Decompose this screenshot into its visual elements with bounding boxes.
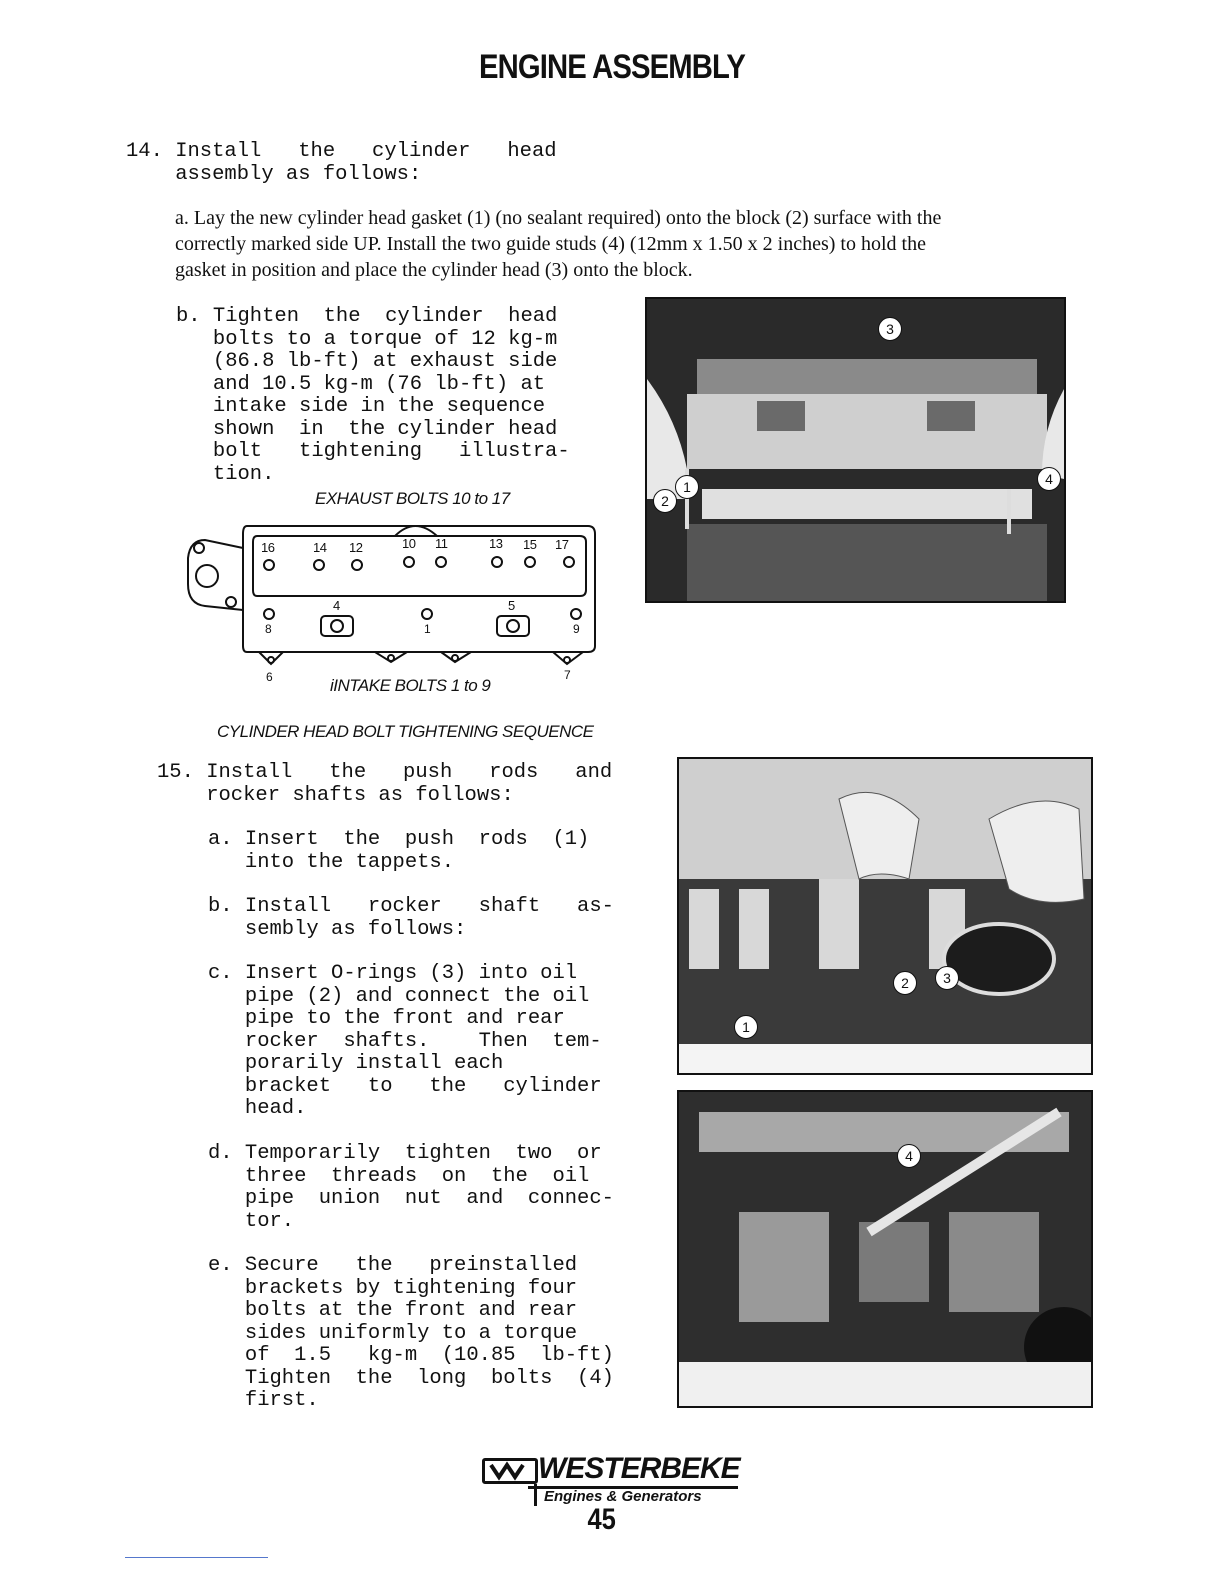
diagram-caption: CYLINDER HEAD BOLT TIGHTENING SEQUENCE bbox=[217, 722, 594, 741]
page-number: 45 bbox=[587, 1503, 616, 1536]
callout-4: 4 bbox=[1037, 467, 1061, 491]
step-15-heading: 15. Install the push rods and rocker shafts as follows: bbox=[157, 761, 613, 807]
logo-emblem-icon bbox=[482, 1458, 538, 1484]
cylinder-head-outline bbox=[185, 518, 600, 686]
bolt-number: 5 bbox=[508, 598, 515, 613]
step-15a-text: a. Insert the push rods (1) into the tappets. bbox=[208, 828, 590, 874]
callout-3: 3 bbox=[935, 966, 959, 990]
step-15d-text: d. Temporarily tighten two or three threads on the oil pipe union nut and connec- tor. bbox=[208, 1142, 614, 1233]
callout-2: 2 bbox=[653, 489, 677, 513]
bolt-number: 14 bbox=[313, 540, 327, 555]
footer-rule bbox=[125, 1557, 268, 1558]
westerbeke-logo bbox=[482, 1452, 744, 1508]
step-15c-text: c. Insert O-rings (3) into oil pipe (2) and connect the oil pipe to the front and rear rocker shafts. Then tem- porarily install each bracket to the cylinder head. bbox=[208, 962, 602, 1120]
bolt-number: 17 bbox=[555, 537, 569, 552]
engine-photo-illustration bbox=[679, 1092, 1091, 1406]
brand-name: WESTERBEKE bbox=[538, 1452, 740, 1485]
step-15b-text: b. Install rocker shaft as- sembly as follows: bbox=[208, 895, 614, 941]
callout-4: 4 bbox=[897, 1144, 921, 1168]
rocker-shaft-photo bbox=[677, 1090, 1093, 1408]
step-14b-text: b. Tighten the cylinder head bolts to a torque of 12 kg-m (86.8 lb-ft) at exhaust side and 10.5 kg-m (76 lb-ft) at intake side in the sequence shown in the cylinder head bolt tightening illustra- tion. bbox=[176, 305, 570, 486]
step-14-heading: 14. Install the cylinder head assembly as follows: bbox=[126, 140, 557, 186]
callout-3: 3 bbox=[878, 317, 902, 341]
bolt-number: 16 bbox=[261, 540, 275, 555]
bolt-number: 6 bbox=[266, 670, 273, 684]
bolt-number: 9 bbox=[573, 622, 580, 636]
bolt-number: 7 bbox=[564, 668, 571, 682]
engine-photo-illustration bbox=[647, 299, 1064, 601]
callout-1: 1 bbox=[675, 475, 699, 499]
bolt-number: 10 bbox=[402, 536, 416, 551]
bolt-number: 1 bbox=[424, 622, 431, 636]
bolt-number: 8 bbox=[265, 622, 272, 636]
push-rod-photo bbox=[677, 757, 1093, 1075]
exhaust-bolts-label: EXHAUST BOLTS 10 to 17 bbox=[315, 489, 510, 508]
bolt-number: 4 bbox=[333, 598, 340, 613]
bolt-number: 15 bbox=[523, 537, 537, 552]
intake-bolts-label: iINTAKE BOLTS 1 to 9 bbox=[330, 676, 491, 695]
bolt-number: 11 bbox=[435, 536, 448, 551]
logo-divider bbox=[534, 1484, 537, 1506]
bolt-number: 13 bbox=[489, 536, 503, 551]
callout-1: 1 bbox=[734, 1015, 758, 1039]
brand-tagline: Engines & Generators bbox=[544, 1488, 702, 1505]
step-14a-text: a. Lay the new cylinder head gasket (1) (no sealant required) onto the block (2) surface with the correctly marked side UP. Install the two guide studs (4) (12mm x 1.50 x 2 inches) to hold the gasket in position and place the cylinder head (3) onto the block. bbox=[175, 207, 942, 281]
bolt-number: 12 bbox=[349, 540, 363, 555]
step-15e-text: e. Secure the preinstalled brackets by tightening four bolts at the front and rear sides uniformly to a torque of 1.5 kg-m (10.85 lb-ft) Tighten the long bolts (4) first. bbox=[208, 1254, 614, 1412]
callout-2: 2 bbox=[893, 971, 917, 995]
bolt-sequence-diagram bbox=[185, 518, 600, 686]
cylinder-head-photo bbox=[645, 297, 1066, 603]
page-title: ENGINE ASSEMBLY bbox=[478, 48, 746, 86]
